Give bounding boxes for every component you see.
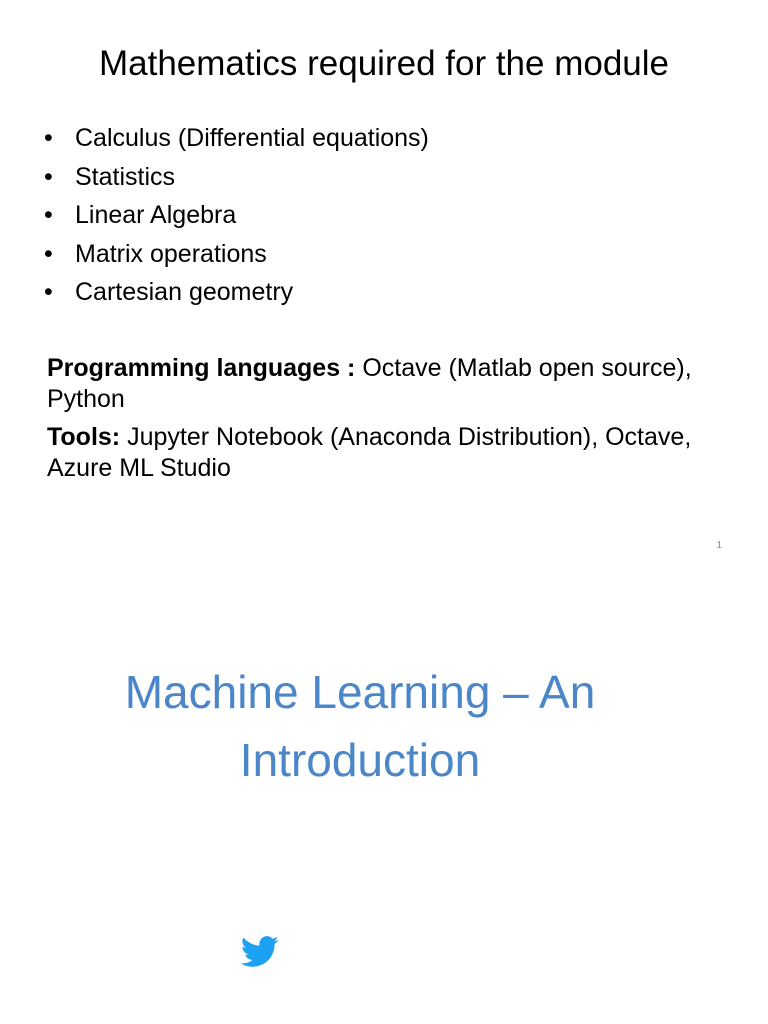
tools-value: Jupyter Notebook (Anaconda Distribution), Octave, Azure ML Studio	[47, 423, 692, 482]
math-topics-list	[44, 119, 429, 312]
list-item	[44, 273, 429, 312]
title-line-2: Introduction	[239, 734, 481, 786]
title-line-1: Machine Learning – An	[124, 666, 596, 718]
slide-number: 1	[716, 540, 722, 551]
bullet-icon: •	[44, 239, 53, 268]
list-item-text: Calculus (Differential equations)	[75, 124, 429, 152]
list-item	[44, 196, 429, 235]
bullet-icon: •	[44, 162, 53, 191]
tools-paragraph	[47, 422, 707, 484]
programming-languages-paragraph	[47, 353, 707, 415]
twitter-bird-icon[interactable]	[240, 936, 280, 968]
list-item-text: Statistics	[75, 162, 176, 191]
bullet-icon: •	[44, 278, 53, 306]
slide-2	[0, 570, 768, 1024]
list-item	[44, 235, 429, 274]
list-item-text: Cartesian geometry	[75, 278, 294, 306]
bullet-icon: •	[44, 124, 53, 152]
list-item-text: Matrix operations	[75, 239, 267, 268]
list-item	[44, 158, 429, 197]
bullet-icon: •	[44, 201, 53, 229]
tools-label: Tools:	[47, 423, 121, 451]
programming-languages-label: Programming languages :	[47, 354, 356, 382]
slide-title	[0, 658, 720, 794]
list-item	[44, 119, 429, 158]
list-item-text: Linear Algebra	[75, 201, 237, 229]
programming-languages-value: Octave (Matlab open source), Python	[47, 354, 692, 413]
slide-title: Mathematics required for the module	[99, 44, 669, 83]
